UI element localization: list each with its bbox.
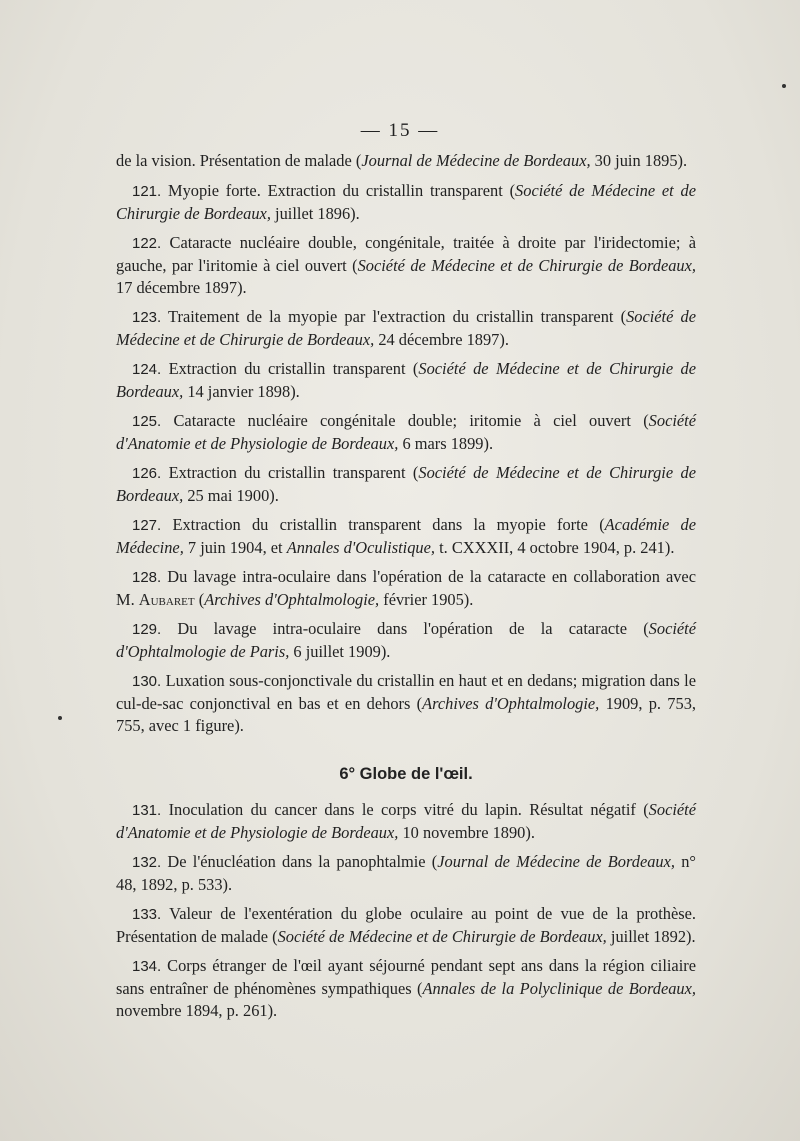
entry-text: de la vision. Présentation de malade ( xyxy=(116,151,362,170)
entry-text: 25 mai 1900). xyxy=(183,486,279,505)
entry-source: Société d'Anatomie et de Physiologie de Bordeaux, xyxy=(116,411,696,453)
paper-speck xyxy=(782,84,786,88)
entry-text: novembre 1894, p. 261). xyxy=(116,1001,278,1020)
entry-text: Du lavage intra-oculaire dans l'opération de la cataracte ( xyxy=(161,619,649,638)
entry-text: Du lavage intra-oculaire dans l'opération de la cataracte en collaboration avec M. xyxy=(116,567,696,609)
author-name: Aubaret xyxy=(138,590,195,609)
entry-text: Extraction du cristallin transparent dans la myopie forte ( xyxy=(161,515,605,534)
entry-number: 132. xyxy=(132,854,162,871)
bibliography-entry xyxy=(116,903,696,948)
entry-text: 14 janvier 1898). xyxy=(183,382,300,401)
entries-group-c xyxy=(116,799,696,1022)
entry-text: Luxation sous-conjonctivale du cristallin en haut et en dedans; migration dans le cul-de-sac conjonctival en bas et en dehors ( xyxy=(116,671,696,713)
entry-number: 133. xyxy=(132,906,162,923)
entry-text: 17 décembre 1897). xyxy=(116,278,247,297)
entry-number: 129. xyxy=(132,621,162,638)
entry-source: Archives d'Ophtalmologie, xyxy=(204,590,380,609)
entry-number: 126. xyxy=(132,465,162,482)
entry-text: 30 juin 1895). xyxy=(590,151,688,170)
entry-text: 10 novembre 1890). xyxy=(398,823,535,842)
paper-speck xyxy=(58,716,62,720)
bibliography-entry xyxy=(116,799,696,844)
entry-source: Société de Médecine et de Chirurgie de Bordeaux, xyxy=(116,463,696,505)
entry-number: 127. xyxy=(132,517,162,534)
entry-source: Journal de Médecine de Bordeaux, xyxy=(437,852,676,871)
entry-text: Extraction du cristallin transparent ( xyxy=(161,463,419,482)
bibliography-entry xyxy=(116,306,696,351)
entry-text: Myopie forte. Extraction du cristallin transparent ( xyxy=(161,181,516,200)
section-heading: 6° Globe de l'œil. xyxy=(339,765,473,783)
bibliography-entry xyxy=(116,358,696,403)
page-number: — 15 — xyxy=(360,120,440,141)
entry-text: 6 juillet 1909). xyxy=(289,642,391,661)
entry-number: 124. xyxy=(132,361,162,378)
entry-number: 128. xyxy=(132,569,162,586)
entry-text: Extraction du cristallin transparent ( xyxy=(161,359,419,378)
entry-text: 1909, p. 753, 755, avec 1 figure). xyxy=(116,694,696,735)
bibliography-entry xyxy=(116,462,696,507)
entry-number: 131. xyxy=(132,802,162,819)
entry-source: Société de Médecine et de Chirurgie de Bordeaux, xyxy=(277,927,607,946)
bibliography-entry xyxy=(116,232,696,299)
bibliography-entry xyxy=(116,180,696,225)
bibliography-entry xyxy=(116,514,696,559)
entry-number: 134. xyxy=(132,958,162,975)
entry-source: Société d'Anatomie et de Physiologie de Bordeaux, xyxy=(116,800,696,842)
bibliography-entry xyxy=(116,851,696,896)
entry-text: 24 décembre 1897). xyxy=(374,330,509,349)
entries-group-b xyxy=(116,618,696,737)
entries-group-a xyxy=(116,150,696,559)
entry-number: 125. xyxy=(132,413,162,430)
entry-text: 7 juin 1904, et xyxy=(183,538,287,557)
entry-number: 123. xyxy=(132,309,162,326)
bibliography-entry xyxy=(116,150,696,173)
entry-text: juillet 1896). xyxy=(270,204,360,223)
entry-text: Valeur de l'exentération du globe oculaire au point de vue de la prothèse. Présentation de malade ( xyxy=(116,904,696,946)
entry-text: 6 mars 1899). xyxy=(398,434,494,453)
entry-text: Cataracte nucléaire double, congénitale, traitée à droite par l'iridectomie; à gauche, par l'iritomie à ciel ouvert ( xyxy=(116,233,696,275)
entry-source: Annales d'Oculistique, xyxy=(286,538,435,557)
entry-source: Journal de Médecine de Bordeaux, xyxy=(361,151,591,170)
entry-source: Société de Médecine et de Chirurgie de Bordeaux, xyxy=(116,359,696,401)
entry-source: Académie de Médecine, xyxy=(116,515,697,557)
entry-text: ( xyxy=(194,590,205,609)
bibliography-entry xyxy=(116,955,696,1022)
entry-source: Société de Médecine et de Chirurgie de Bordeaux, xyxy=(116,181,696,223)
entry-source: Société de Médecine et de Chirurgie de Bordeaux, xyxy=(116,307,696,349)
bibliography-entry xyxy=(116,670,696,737)
entry-source: Société de Médecine et de Chirurgie de Bordeaux, xyxy=(357,256,696,275)
entry-text: juillet 1892). xyxy=(606,927,696,946)
entry-text: De l'énucléation dans la panophtalmie ( xyxy=(161,852,438,871)
bibliography-entry xyxy=(116,566,696,611)
entry-number: 130. xyxy=(132,673,162,690)
bibliography-text xyxy=(116,150,696,1029)
entry-text: février 1905). xyxy=(379,590,474,609)
bibliography-entry xyxy=(116,618,696,663)
entry-text: t. CXXXII, 4 octobre 1904, p. 241). xyxy=(434,538,675,557)
entry-text: n° 48, 1892, p. 533). xyxy=(116,852,696,894)
entry-source: Annales de la Polyclinique de Bordeaux, xyxy=(422,979,696,998)
entry-text: Cataracte nucléaire congénitale double; iritomie à ciel ouvert ( xyxy=(161,411,649,430)
entry-text: Corps étranger de l'œil ayant séjourné pendant sept ans dans la région ciliaire sans entraîner de phénomènes sympathiques ( xyxy=(116,956,696,998)
entry-source: Archives d'Ophtalmologie, xyxy=(422,694,600,713)
entry-number: 121. xyxy=(132,183,162,200)
entry-source: Société d'Ophtalmologie de Paris, xyxy=(116,619,696,661)
entry-text: Traitement de la myopie par l'extraction du cristallin transparent ( xyxy=(161,307,627,326)
entry-number: 122. xyxy=(132,235,162,252)
bibliography-entry xyxy=(116,410,696,455)
entry-text: Inoculation du cancer dans le corps vitré du lapin. Résultat négatif ( xyxy=(161,800,649,819)
